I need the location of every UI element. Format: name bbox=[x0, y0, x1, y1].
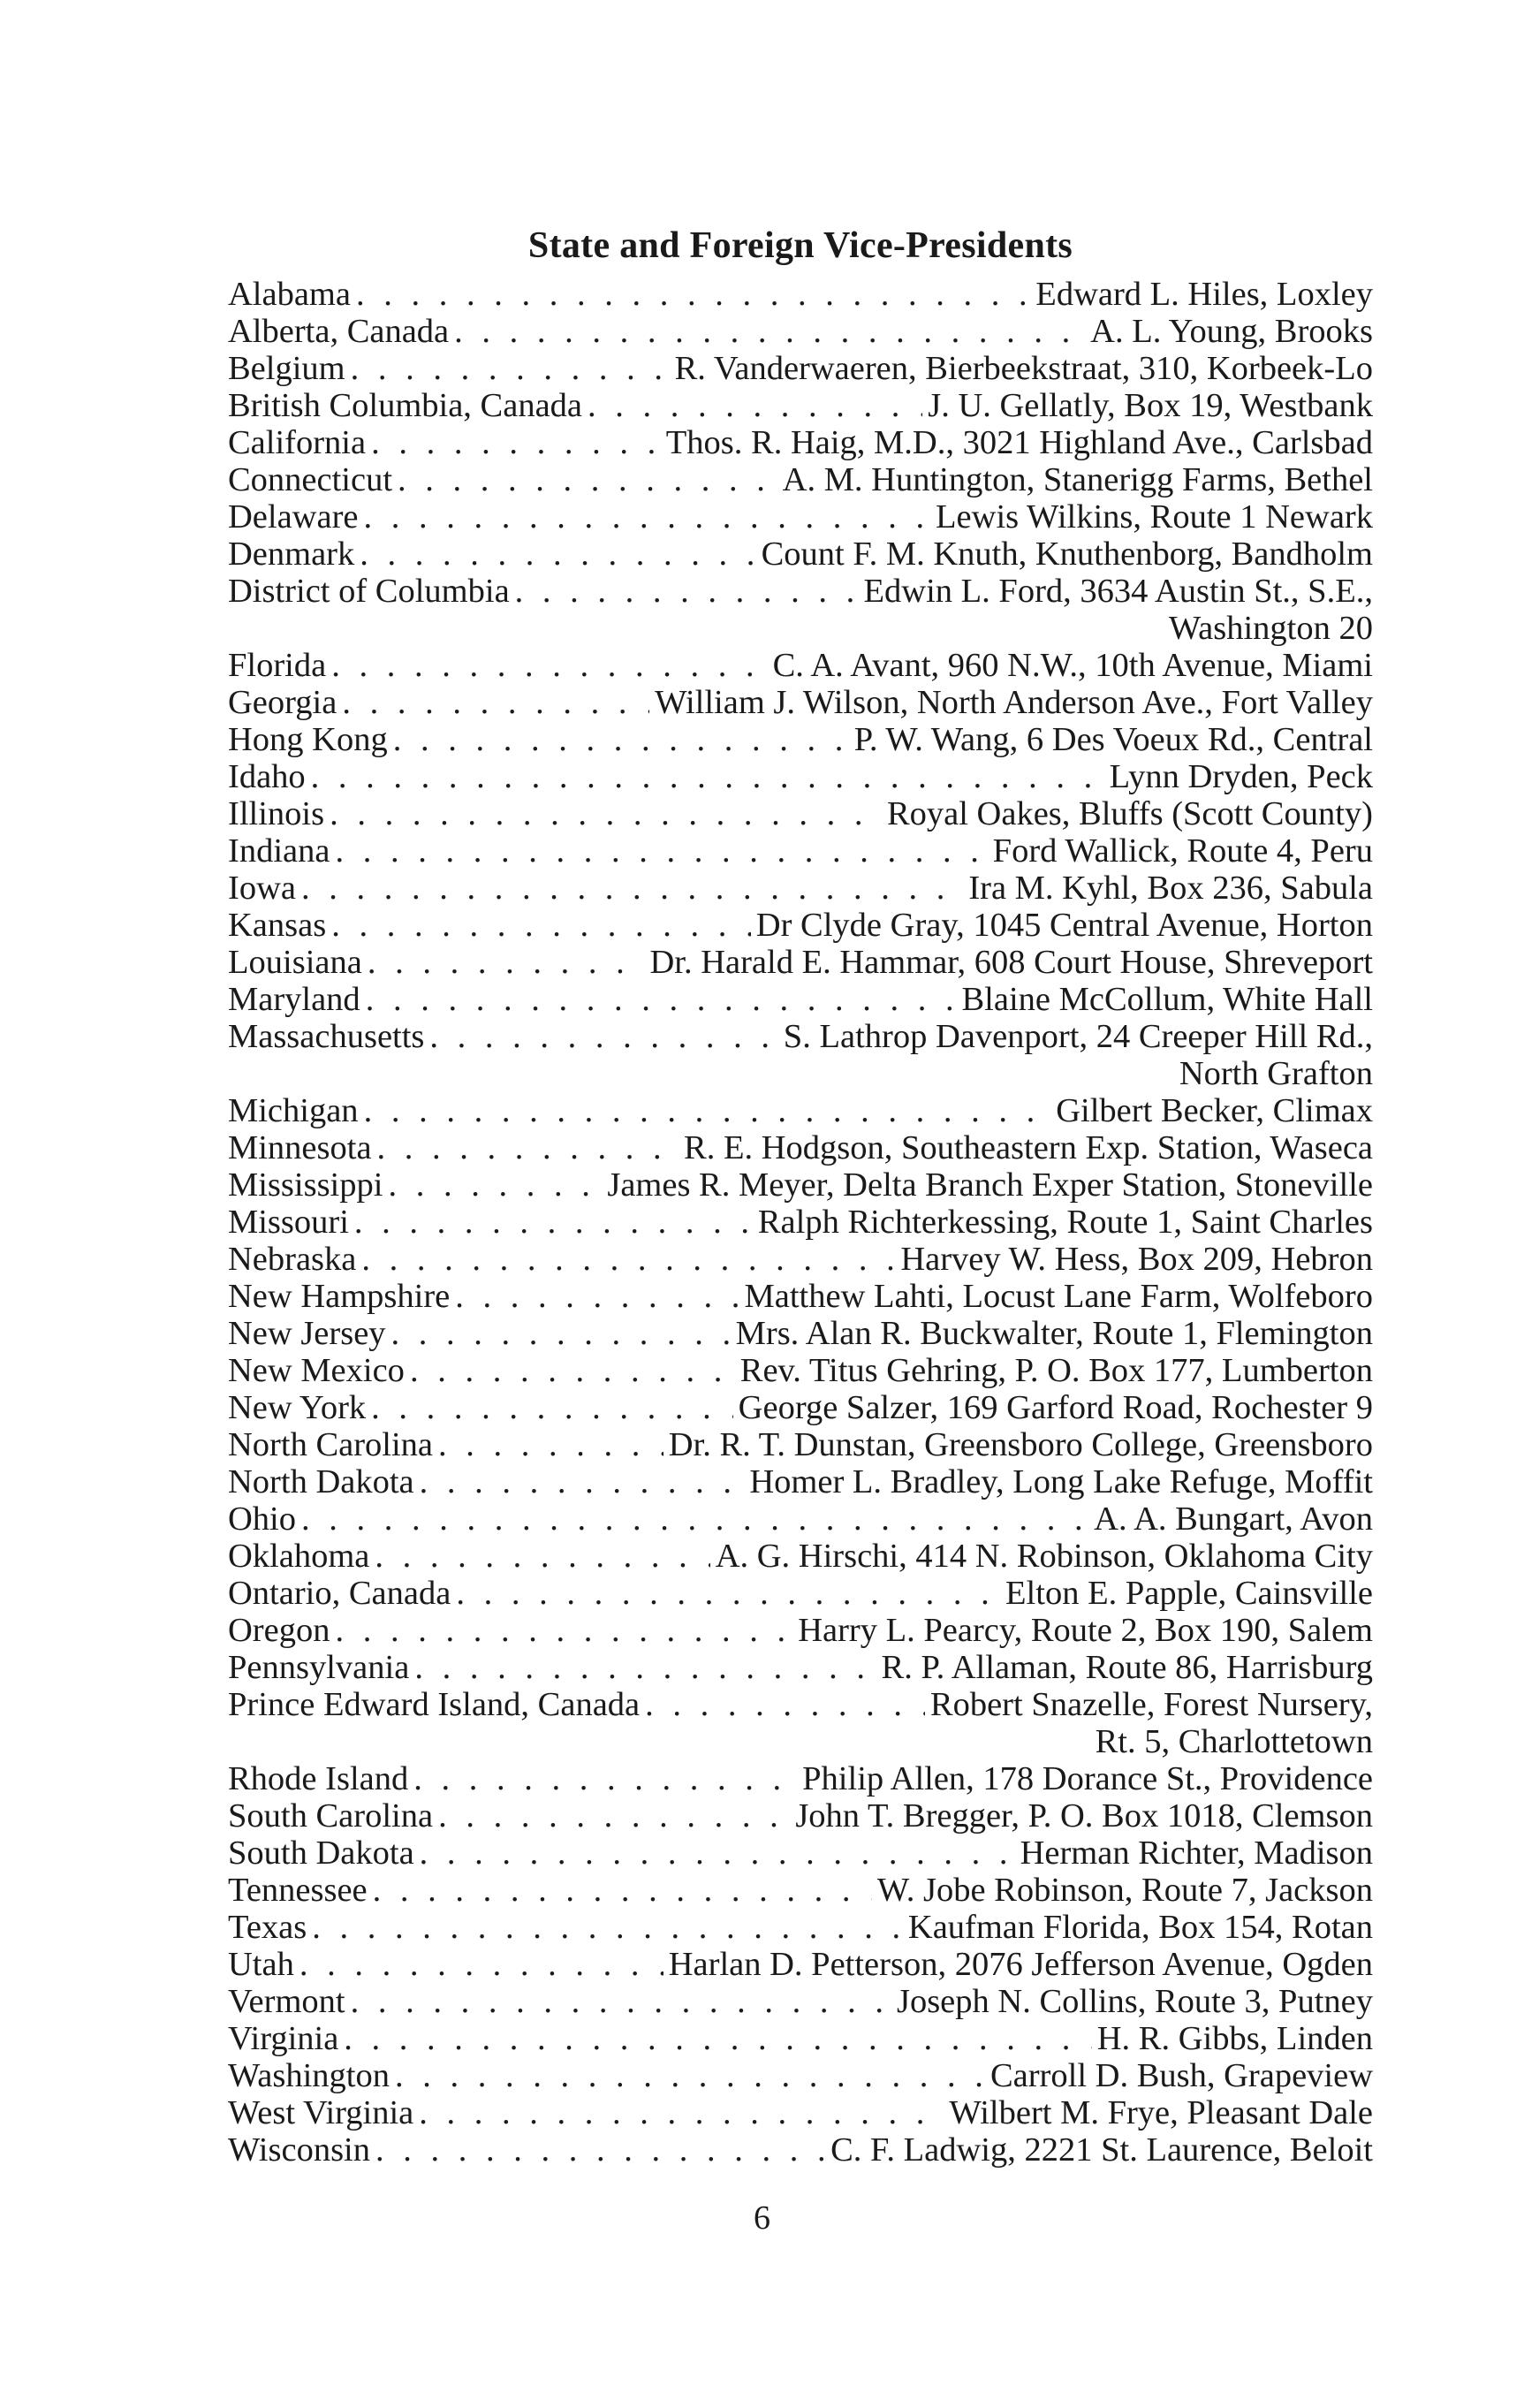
state-name: Virginia bbox=[228, 2020, 339, 2057]
vice-president-name: Royal Oakes, Bluffs (Scott County) bbox=[886, 795, 1373, 832]
vice-president-name: A. G. Hirschi, 414 N. Robinson, Oklahoma City bbox=[715, 1538, 1373, 1575]
list-item bbox=[228, 907, 1373, 944]
vice-president-name: Philip Allen, 178 Dorance St., Providence bbox=[802, 1760, 1373, 1797]
list-item bbox=[228, 1872, 1373, 1909]
vice-president-name: Harlan D. Petterson, 2076 Jefferson Avenue, Ogden bbox=[668, 1946, 1373, 1983]
state-name: New York bbox=[228, 1389, 367, 1426]
state-name: South Dakota bbox=[228, 1834, 414, 1872]
list-item bbox=[228, 1278, 1373, 1315]
list-item bbox=[228, 1389, 1373, 1426]
dot-leader bbox=[342, 684, 649, 721]
vice-president-name: Matthew Lahti, Locust Lane Farm, Wolfeboro bbox=[744, 1278, 1373, 1315]
dot-leader bbox=[366, 981, 957, 1018]
vice-president-name: A. L. Young, Brooks bbox=[1090, 313, 1373, 350]
state-name: New Mexico bbox=[228, 1352, 405, 1389]
dot-leader bbox=[391, 1315, 731, 1352]
list-item bbox=[228, 387, 1373, 424]
vice-president-name: Wilbert M. Frye, Pleasant Dale bbox=[949, 2094, 1373, 2131]
state-name: Maryland bbox=[228, 981, 360, 1018]
state-name: Pennsylvania bbox=[228, 1649, 410, 1686]
list-item bbox=[228, 498, 1373, 536]
page-body bbox=[228, 219, 1373, 2169]
dot-leader bbox=[311, 758, 1104, 795]
vice-president-name: R. E. Hodgson, Southeastern Exp. Station, Waseca bbox=[684, 1129, 1373, 1166]
dot-leader bbox=[419, 2094, 944, 2131]
state-name: North Dakota bbox=[228, 1463, 414, 1500]
vice-president-name: R. P. Allaman, Route 86, Harrisburg bbox=[881, 1649, 1373, 1686]
dot-leader bbox=[331, 907, 751, 944]
list-item bbox=[228, 981, 1373, 1018]
list-item bbox=[228, 2057, 1373, 2094]
state-name: Denmark bbox=[228, 536, 355, 573]
state-name: Alabama bbox=[228, 276, 351, 313]
vice-president-name: Rev. Titus Gehring, P. O. Box 177, Lumberton bbox=[739, 1352, 1373, 1389]
dot-leader bbox=[335, 1612, 792, 1649]
list-item bbox=[228, 1797, 1373, 1834]
state-name: California bbox=[228, 424, 367, 461]
state-name: Michigan bbox=[228, 1092, 359, 1129]
list-item bbox=[228, 758, 1373, 795]
dot-leader bbox=[456, 1575, 1000, 1612]
list-item bbox=[228, 1834, 1373, 1872]
state-name: West Virginia bbox=[228, 2094, 414, 2131]
vice-president-name: C. F. Ladwig, 2221 St. Laurence, Beloit bbox=[830, 2131, 1373, 2169]
list-item bbox=[228, 1204, 1373, 1241]
state-name: Alberta, Canada bbox=[228, 313, 450, 350]
list-item bbox=[228, 313, 1373, 350]
state-name: District of Columbia bbox=[228, 573, 510, 610]
state-name: New Hampshire bbox=[228, 1278, 451, 1315]
list-item bbox=[228, 1538, 1373, 1575]
state-name: Belgium bbox=[228, 350, 345, 387]
vice-president-name: W. Jobe Robinson, Route 7, Jackson bbox=[876, 1872, 1373, 1909]
page-title: State and Foreign Vice-Presidents bbox=[527, 225, 1073, 266]
state-name: Wisconsin bbox=[228, 2131, 370, 2169]
vice-president-name: Thos. R. Haig, M.D., 3021 Highland Ave., Carlsbad bbox=[665, 424, 1373, 461]
dot-leader bbox=[361, 1241, 895, 1278]
list-item bbox=[228, 684, 1373, 721]
list-item bbox=[228, 1166, 1373, 1204]
address-continuation: Washington 20 bbox=[1168, 610, 1373, 647]
state-name: Massachusetts bbox=[228, 1018, 425, 1055]
list-item bbox=[228, 1983, 1373, 2020]
vice-president-name: Homer L. Bradley, Long Lake Refuge, Moffit bbox=[749, 1463, 1373, 1500]
list-item bbox=[228, 1760, 1373, 1797]
dot-leader bbox=[330, 795, 882, 832]
page-number: 6 bbox=[754, 2199, 770, 2237]
dot-leader bbox=[454, 313, 1085, 350]
vice-president-name: P. W. Wang, 6 Des Voeux Rd., Central bbox=[853, 721, 1373, 758]
vice-president-name: Dr. Harald E. Hammar, 608 Court House, Shreveport bbox=[649, 944, 1373, 981]
dot-leader bbox=[398, 461, 777, 498]
vice-president-name: Joseph N. Collins, Route 3, Putney bbox=[896, 1983, 1373, 2020]
vice-president-name: A. A. Bungart, Avon bbox=[1094, 1500, 1373, 1538]
vice-president-name: Elton E. Papple, Cainsville bbox=[1005, 1575, 1373, 1612]
list-item bbox=[228, 1315, 1373, 1352]
dot-leader bbox=[438, 1797, 790, 1834]
list-item bbox=[228, 1649, 1373, 1686]
dot-leader bbox=[363, 498, 930, 536]
list-item bbox=[228, 1018, 1373, 1055]
state-name: Texas bbox=[228, 1909, 307, 1946]
vice-president-name: Lewis Wilkins, Route 1 Newark bbox=[936, 498, 1373, 536]
state-name: Indiana bbox=[228, 832, 330, 870]
dot-leader bbox=[335, 832, 987, 870]
list-item bbox=[228, 2020, 1373, 2057]
vice-president-name: A. M. Huntington, Stanerigg Farms, Bethel bbox=[782, 461, 1373, 498]
state-name: Kansas bbox=[228, 907, 327, 944]
state-name: Vermont bbox=[228, 1983, 345, 2020]
vice-president-name: Mrs. Alan R. Buckwalter, Route 1, Flemington bbox=[735, 1315, 1373, 1352]
list-item bbox=[228, 424, 1373, 461]
list-item bbox=[228, 536, 1373, 573]
dot-leader bbox=[420, 1834, 1015, 1872]
state-name: British Columbia, Canada bbox=[228, 387, 582, 424]
dot-leader bbox=[375, 1538, 709, 1575]
vice-president-name: Robert Snazelle, Forest Nursery, bbox=[929, 1686, 1373, 1723]
dot-leader bbox=[420, 1463, 745, 1500]
vice-president-name: Dr. R. T. Dunstan, Greensboro College, Greensboro bbox=[668, 1426, 1373, 1463]
vice-president-name: William J. Wilson, North Anderson Ave., Fort Valley bbox=[655, 684, 1373, 721]
dot-leader bbox=[364, 1092, 1051, 1129]
dot-leader bbox=[356, 276, 1030, 313]
list-item bbox=[228, 647, 1373, 684]
dot-leader bbox=[373, 1872, 872, 1909]
dot-leader bbox=[410, 1352, 735, 1389]
vice-president-name: Dr Clyde Gray, 1045 Central Avenue, Horton bbox=[755, 907, 1373, 944]
state-name: Missouri bbox=[228, 1204, 349, 1241]
state-name: Illinois bbox=[228, 795, 325, 832]
dot-leader bbox=[515, 573, 859, 610]
list-item bbox=[228, 1575, 1373, 1612]
dot-leader bbox=[388, 1166, 602, 1204]
list-item bbox=[228, 1092, 1373, 1129]
list-item bbox=[228, 795, 1373, 832]
state-name: Oklahoma bbox=[228, 1538, 370, 1575]
dot-leader bbox=[429, 1018, 777, 1055]
dot-leader bbox=[354, 1204, 753, 1241]
state-name: New Jersey bbox=[228, 1315, 386, 1352]
vice-president-name: R. Vanderwaeren, Bierbeekstraat, 310, Korbeek-Lo bbox=[674, 350, 1373, 387]
list-item bbox=[228, 1129, 1373, 1166]
list-item bbox=[228, 721, 1373, 758]
state-name: Mississippi bbox=[228, 1166, 383, 1204]
state-name: Nebraska bbox=[228, 1241, 357, 1278]
vice-president-name: Harry L. Pearcy, Route 2, Box 190, Salem bbox=[798, 1612, 1373, 1649]
vice-president-name: John T. Bregger, P. O. Box 1018, Clemson bbox=[795, 1797, 1373, 1834]
list-item bbox=[228, 1500, 1373, 1538]
state-name: Tennessee bbox=[228, 1872, 368, 1909]
state-name: Ontario, Canada bbox=[228, 1575, 451, 1612]
vice-president-name: Ford Wallick, Route 4, Peru bbox=[992, 832, 1373, 870]
list-item bbox=[228, 1352, 1373, 1389]
list-item bbox=[228, 2094, 1373, 2131]
dot-leader bbox=[344, 2020, 1091, 2057]
list-item bbox=[228, 1463, 1373, 1500]
list-item bbox=[228, 1426, 1373, 1463]
state-name: Louisiana bbox=[228, 944, 362, 981]
list-item bbox=[228, 832, 1373, 870]
dot-leader bbox=[351, 350, 670, 387]
vice-president-name: Harvey W. Hess, Box 209, Hebron bbox=[900, 1241, 1373, 1278]
list-item bbox=[228, 870, 1373, 907]
state-name: Iowa bbox=[228, 870, 296, 907]
state-name: Connecticut bbox=[228, 461, 393, 498]
vice-president-name: George Salzer, 169 Garford Road, Rochester 9 bbox=[738, 1389, 1373, 1426]
address-continuation: Rt. 5, Charlottetown bbox=[1095, 1723, 1373, 1760]
vice-president-name: Edwin L. Ford, 3634 Austin St., S.E., bbox=[863, 573, 1373, 610]
state-name: Prince Edward Island, Canada bbox=[228, 1686, 641, 1723]
list-item bbox=[228, 276, 1373, 313]
vice-president-name: S. Lathrop Davenport, 24 Creeper Hill Rd., bbox=[783, 1018, 1373, 1055]
state-name: Washington bbox=[228, 2057, 390, 2094]
vice-president-name: Edward L. Hiles, Loxley bbox=[1035, 276, 1373, 313]
dot-leader bbox=[414, 1649, 876, 1686]
dot-leader bbox=[368, 944, 645, 981]
list-item bbox=[228, 944, 1373, 981]
dot-leader bbox=[393, 721, 849, 758]
dot-leader bbox=[375, 2131, 825, 2169]
vice-president-name: J. U. Gellatly, Box 19, Westbank bbox=[928, 387, 1373, 424]
vice-president-name: Ralph Richterkessing, Route 1, Saint Charles bbox=[757, 1204, 1373, 1241]
dot-leader bbox=[351, 1983, 891, 2020]
state-name: Hong Kong bbox=[228, 721, 388, 758]
state-name: Georgia bbox=[228, 684, 337, 721]
state-name: Utah bbox=[228, 1946, 294, 1983]
list-item bbox=[228, 1612, 1373, 1649]
list-item bbox=[228, 1909, 1373, 1946]
list-item bbox=[228, 1946, 1373, 1983]
dot-leader bbox=[645, 1686, 925, 1723]
state-name: Oregon bbox=[228, 1612, 330, 1649]
dot-leader bbox=[588, 387, 922, 424]
list-item bbox=[228, 2131, 1373, 2169]
dot-leader bbox=[371, 424, 661, 461]
list-item bbox=[228, 350, 1373, 387]
vice-president-name: Ira M. Kyhl, Box 236, Sabula bbox=[968, 870, 1373, 907]
vice-president-name: Gilbert Becker, Climax bbox=[1056, 1092, 1373, 1129]
dot-leader bbox=[312, 1909, 903, 1946]
vice-president-name: Carroll D. Bush, Grapeview bbox=[989, 2057, 1373, 2094]
dot-leader bbox=[331, 647, 767, 684]
list-item bbox=[228, 461, 1373, 498]
state-name: Florida bbox=[228, 647, 327, 684]
vice-president-name: Blaine McCollum, White Hall bbox=[961, 981, 1373, 1018]
vice-president-name: Kaufman Florida, Box 154, Rotan bbox=[907, 1909, 1373, 1946]
dot-leader bbox=[377, 1129, 679, 1166]
state-name: Ohio bbox=[228, 1500, 296, 1538]
dot-leader bbox=[413, 1760, 797, 1797]
vice-president-name: C. A. Avant, 960 N.W., 10th Avenue, Miami bbox=[772, 647, 1373, 684]
dot-leader bbox=[438, 1426, 663, 1463]
vice-president-name: James R. Meyer, Delta Branch Exper Station, Stoneville bbox=[607, 1166, 1373, 1204]
vice-president-name: Lynn Dryden, Peck bbox=[1109, 758, 1373, 795]
dot-leader bbox=[301, 1500, 1088, 1538]
state-name: Delaware bbox=[228, 498, 359, 536]
state-name: North Carolina bbox=[228, 1426, 434, 1463]
vice-president-name: Count F. M. Knuth, Knuthenborg, Bandholm bbox=[761, 536, 1373, 573]
vice-president-list bbox=[228, 276, 1373, 2169]
list-item bbox=[228, 1241, 1373, 1278]
dot-leader bbox=[360, 536, 755, 573]
state-name: Minnesota bbox=[228, 1129, 372, 1166]
address-continuation: North Grafton bbox=[1179, 1055, 1373, 1092]
state-name: Idaho bbox=[228, 758, 306, 795]
state-name: Rhode Island bbox=[228, 1760, 409, 1797]
state-name: South Carolina bbox=[228, 1797, 434, 1834]
vice-president-name: Herman Richter, Madison bbox=[1020, 1834, 1373, 1872]
vice-president-name: H. R. Gibbs, Linden bbox=[1096, 2020, 1373, 2057]
dot-leader bbox=[299, 1946, 663, 1983]
list-item bbox=[228, 573, 1373, 610]
dot-leader bbox=[371, 1389, 733, 1426]
dot-leader bbox=[455, 1278, 739, 1315]
dot-leader bbox=[395, 2057, 985, 2094]
list-item bbox=[228, 1686, 1373, 1723]
dot-leader bbox=[301, 870, 963, 907]
